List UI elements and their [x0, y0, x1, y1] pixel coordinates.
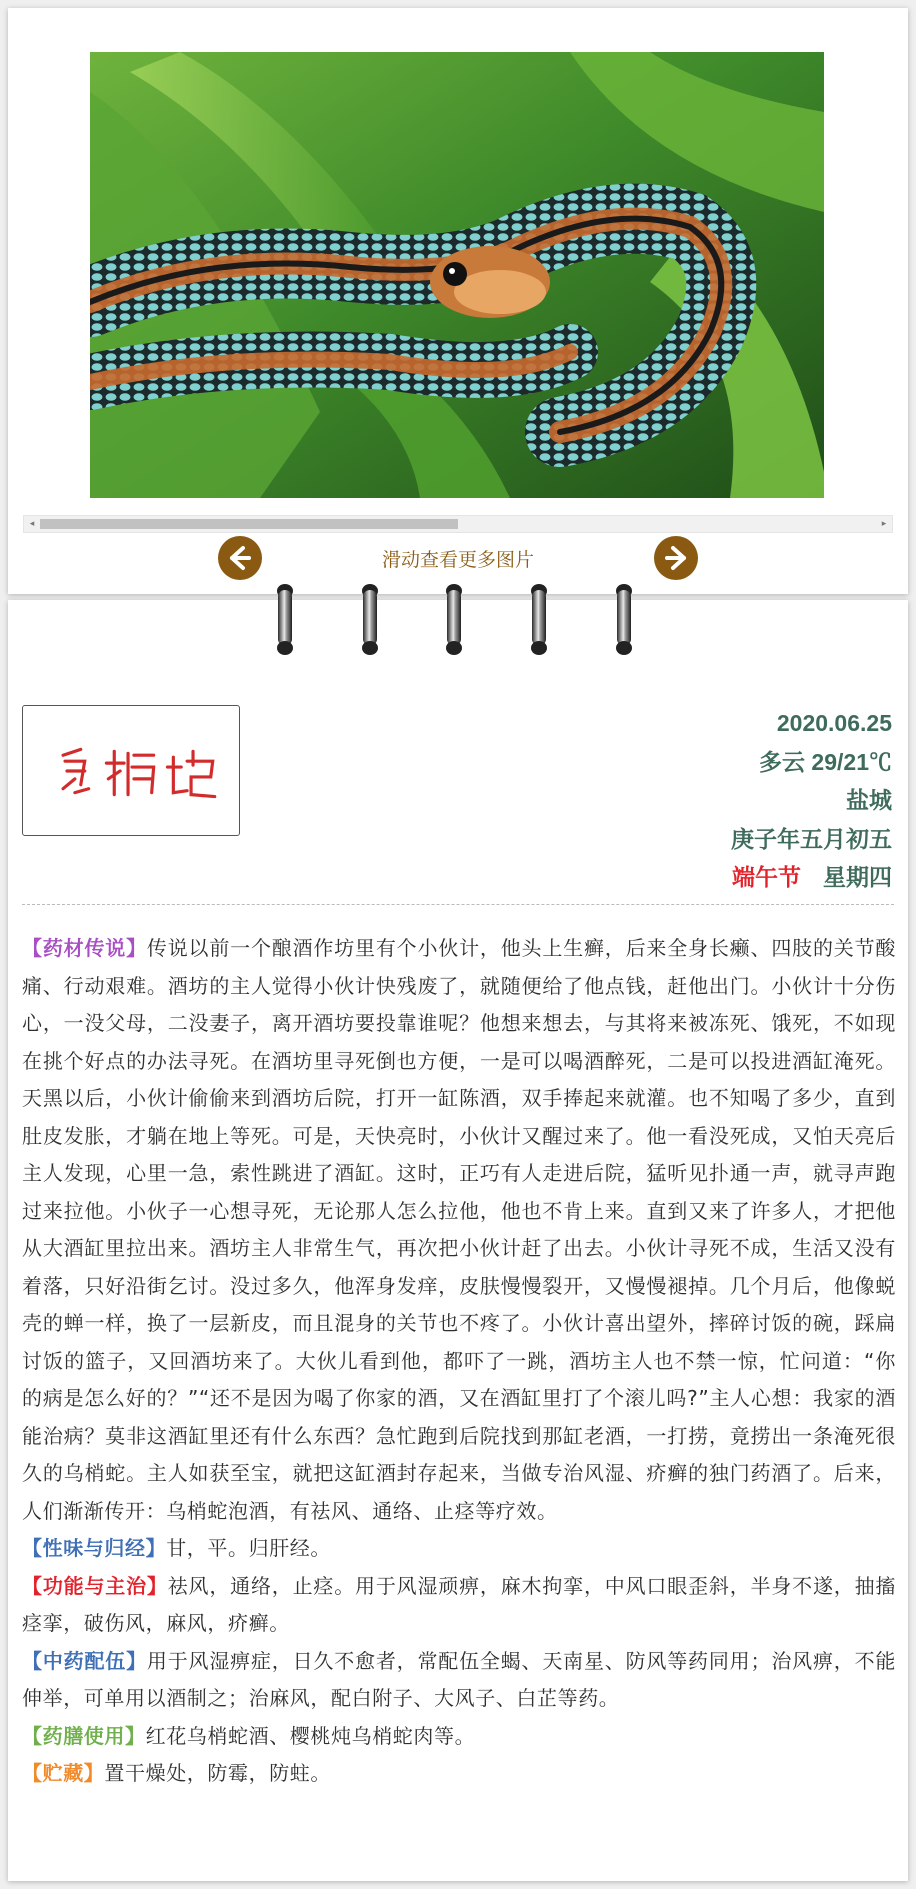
section-legend — [22, 930, 896, 1530]
section-tag: 【中药配伍】 — [22, 1648, 147, 1673]
section-text: 祛风，通络，止痉。用于风湿顽痹，麻木拘挛，中风口眼歪斜，半身不遂，抽搐痉挛，破伤风，麻风，疥癣。 — [22, 1573, 896, 1635]
section-text: 置干燥处，防霉，防蛀。 — [104, 1761, 332, 1785]
section-tag: 【药膳使用】 — [22, 1723, 146, 1748]
section-combination — [22, 1643, 896, 1718]
snake-photo — [90, 52, 824, 498]
binder-ring — [443, 582, 465, 656]
herb-info-card — [8, 600, 908, 1881]
scroll-right-arrow-icon[interactable]: ▸ — [881, 519, 887, 529]
dashed-divider — [22, 904, 894, 905]
section-function — [22, 1568, 896, 1643]
section-text: 红花乌梢蛇酒、樱桃炖乌梢蛇肉等。 — [145, 1723, 476, 1748]
section-diet — [22, 1718, 896, 1756]
scroll-left-arrow-icon[interactable]: ◂ — [29, 519, 35, 529]
weekday-text: 星期四 — [823, 864, 892, 890]
section-tag: 【药材传说】 — [22, 936, 147, 960]
binder-ring — [359, 582, 381, 656]
date-text: 2020.06.25 — [776, 710, 892, 736]
section-tag: 【功能与主治】 — [22, 1573, 168, 1598]
section-text: 用于风湿痹症，日久不愈者，常配伍全蝎、天南星、防风等药同用；治风痹，不能伸举，可单用以酒制之；治麻风，配白附子、大风子、白芷等药。 — [22, 1648, 896, 1710]
weather-text: 多云 29/21℃ — [759, 748, 892, 775]
section-nature-meridian — [22, 1530, 896, 1568]
gallery-scrollbar[interactable] — [23, 515, 893, 533]
lunar-date-text: 庚子年五月初五 — [731, 825, 892, 852]
binder-rings — [0, 582, 916, 662]
image-gallery-card — [8, 8, 908, 594]
festival-text: 端午节 — [732, 864, 801, 890]
binder-ring — [274, 582, 296, 656]
herb-description — [22, 930, 896, 1793]
swipe-hint: 滑动查看更多图片 — [381, 549, 534, 571]
date-weather-block — [731, 704, 892, 897]
binder-ring — [528, 582, 550, 656]
arrow-left-icon — [218, 536, 262, 580]
section-tag: 【贮藏】 — [22, 1761, 105, 1785]
section-tag: 【性味与归经】 — [22, 1536, 167, 1560]
arrow-right-icon — [654, 536, 698, 580]
section-text: 传说以前一个酿酒作坊里有个小伙计，他头上生癣，后来全身长癞、四肢的关节酸痛、行动艰难。酒坊的主人觉得小伙计快残废了，就随便给了他点钱，赶他出门。小伙计十分伤心，一没父母，二没妻子，离开酒坊要投靠谁呢？他想来想去，与其将来被冻死、饿死，不如现在挑个好点的办法寻死。在酒坊里寻死倒也方便，一是可以喝酒醉死，二是可以投进酒缸淹死。天黑以后，小伙计偷偷来到酒坊后院，打开一缸陈酒，双手捧起来就灌。也不知喝了多少，直到肚皮发胀，才躺在地上等死。可是，天快亮时，小伙计又醒过来了。他一看没死成，又怕天亮后主人发现，心里一急，索性跳进了酒缸。这时，正巧有人走进后院，猛听见扑通一声，就寻声跑过来拉他。小伙子一心想寻死，无论那人怎么拉他，他也不肯上来。直到又来了许多人，才把他从大酒缸里拉出来。酒坊主人非常生气，再次把小伙计赶了出去。小伙计寻死不成，生活又没有着落，只好沿街乞讨。没过多久，他浑身发痒，皮肤慢慢裂开，又慢慢褪掉。几个月后，他像蜕壳的蝉一样，换了一层新皮，而且混身的关节也不疼了。小伙计喜出望外，摔碎讨饭的碗，踩扁讨饭的篮子，又回酒坊来了。大伙儿看到他，都吓了一跳，酒坊主人也不禁一惊，忙问道：“你的病是怎么好的？”“还不是因为喝了你家的酒，又在酒缸里打了个滚儿吗?”主人心想：我家的酒能治病？莫非这酒缸里还有什么东西？急忙跑到后院找到那缸老酒，一打捞，竟捞出一条淹死很久的乌梢蛇。主人如获至宝，就把这缸酒封存起来，当做专治风湿、疥癣的独门药酒了。后来，人们渐渐传开：乌梢蛇泡酒，有祛风、通络、止痉等疗效。 — [22, 936, 896, 1523]
section-text: 甘，平。归肝经。 — [166, 1536, 332, 1560]
section-storage — [22, 1755, 896, 1793]
city-text: 盐城 — [846, 787, 892, 813]
festival-weekday-row — [731, 858, 892, 897]
seal-calligraphy-image — [23, 706, 239, 835]
binder-ring — [613, 582, 635, 656]
herb-name-seal — [22, 705, 240, 836]
next-image-button[interactable] — [654, 536, 698, 580]
previous-image-button[interactable] — [218, 536, 262, 580]
scrollbar-thumb[interactable] — [40, 519, 458, 529]
